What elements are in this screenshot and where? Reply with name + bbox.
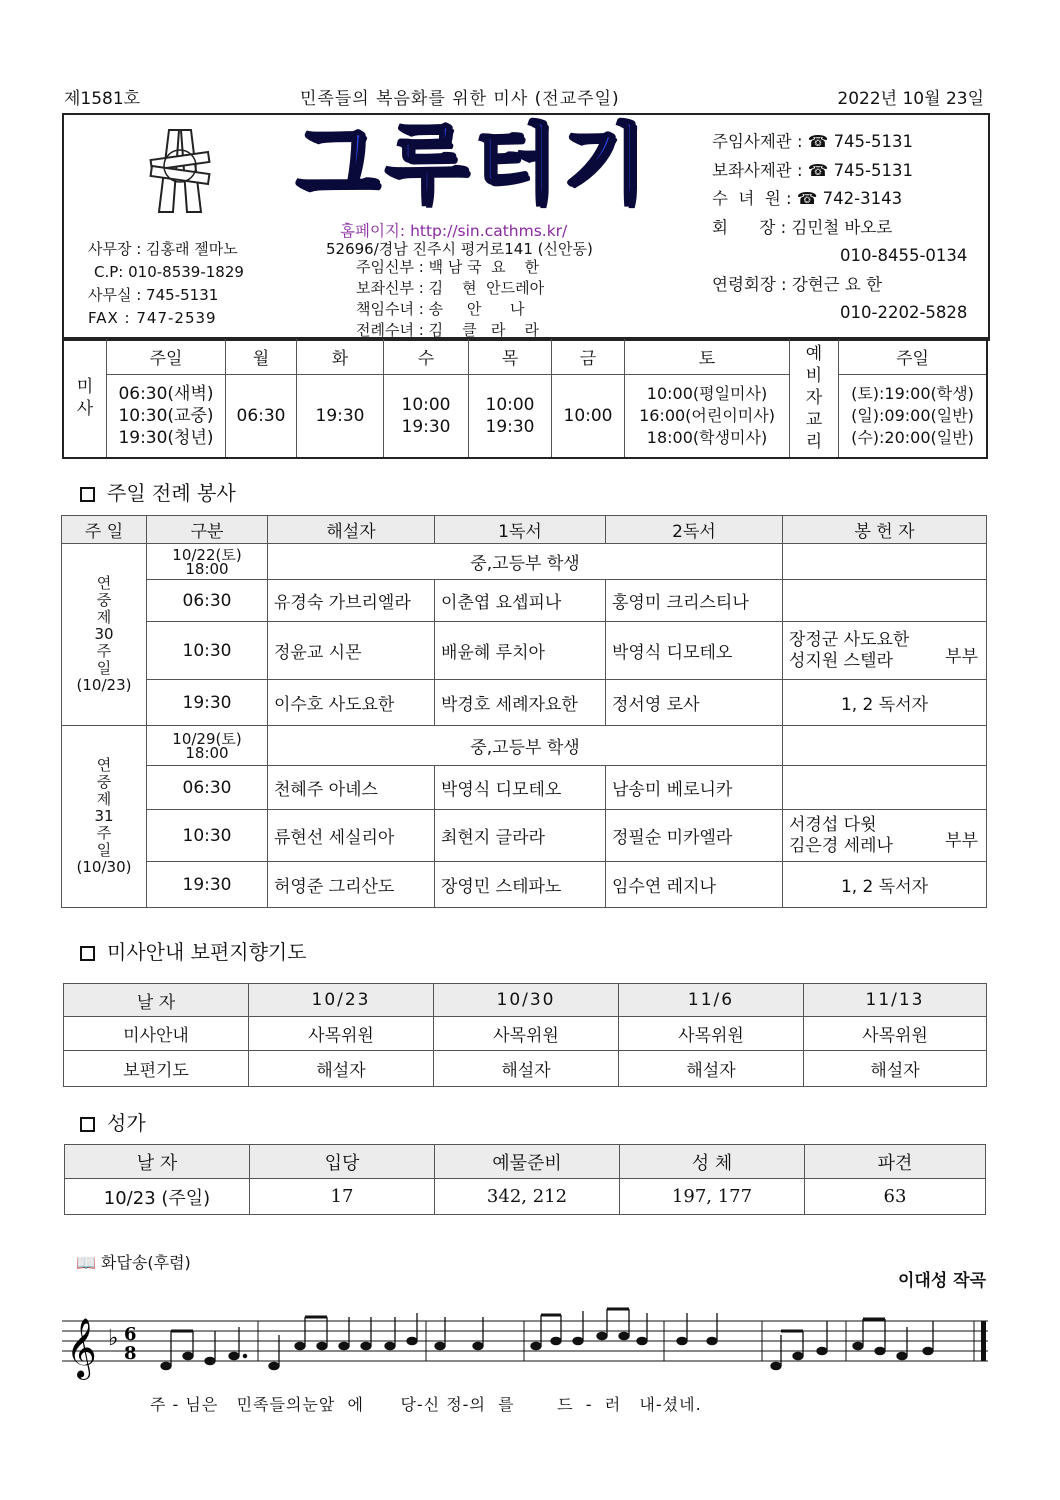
offerer	[783, 544, 987, 580]
hymn-number: 17	[250, 1179, 435, 1215]
bullet-square-icon	[80, 946, 95, 961]
hymn-number: 63	[805, 1179, 986, 1215]
contact-row: 보좌사제관 : ☎ 745-5131	[712, 160, 914, 180]
issue-number: 제1581호	[64, 89, 141, 109]
book-icon: 📖	[76, 1253, 96, 1272]
music-staff	[62, 1305, 992, 1405]
contact-row: 회 장 : 김민철 바오로	[712, 217, 893, 237]
day-header: 주일	[107, 338, 226, 374]
week-label: 연 중 제 30 주 일 (10/23)	[62, 544, 147, 726]
commentator: 이수호 사도요한	[268, 680, 435, 726]
staff-list	[356, 256, 544, 340]
first-reading: 박경호 세례자요한	[435, 680, 606, 726]
prayer-cell: 사목위원	[804, 1017, 987, 1051]
cross-logo	[145, 126, 215, 216]
mass-time: 10:00 19:30	[469, 374, 552, 458]
bullet-square-icon	[80, 487, 95, 502]
office-phone: 사무실 : 745-5131	[88, 286, 219, 304]
first-reading: 장영민 스테파노	[435, 862, 606, 908]
bullet-square-icon	[80, 1117, 95, 1132]
service-time: 10:30	[147, 622, 268, 680]
offerer	[783, 766, 987, 810]
service-time: 10/29(토) 18:00	[147, 726, 268, 766]
staff-row: 주임신부 : 백 남 국 요 한	[356, 258, 540, 276]
masthead-title: 그루터기	[296, 115, 653, 215]
staff-row: 전례수녀 : 김 클 라 라	[356, 321, 539, 339]
contact-row: 주임사제관 : ☎ 745-5131	[712, 132, 914, 151]
second-reading: 정서영 로사	[606, 680, 783, 726]
staff-row: 책임수녀 : 송 안 나	[356, 300, 525, 318]
service-time: 10:30	[147, 810, 268, 862]
service-time: 19:30	[147, 680, 268, 726]
offerer: 1, 2 독서자	[783, 862, 987, 908]
offerer-names: 서경섭 다윗 김은경 세레나	[789, 814, 893, 856]
service-time: 19:30	[147, 862, 268, 908]
mass-time: 10:00(평일미사) 16:00(어린이미사) 18:00(학생미사)	[625, 374, 790, 458]
mass-time: 10:00 19:30	[384, 374, 469, 458]
commentator: 유경숙 가브리엘라	[268, 580, 435, 622]
prayer-row-label: 보편기도	[64, 1051, 249, 1087]
second-reading: 박영식 디모테오	[606, 622, 783, 680]
homepage-url[interactable]: http://sin.cathms.kr/	[410, 222, 568, 240]
service-time: 10/22(토) 18:00	[147, 544, 268, 580]
homepage-label: 홈페이지:	[340, 222, 406, 240]
prayer-cell: 사목위원	[249, 1017, 434, 1051]
mass-time: 06:30(새벽) 10:30(교중) 19:30(청년)	[107, 374, 226, 458]
mass-time: 06:30	[226, 374, 297, 458]
contact-phone: 010-8455-0134	[840, 246, 968, 265]
offerer: 1, 2 독서자	[783, 680, 987, 726]
mass-time: 10:00	[552, 374, 625, 458]
hymns-header: 입당	[250, 1145, 435, 1179]
offerer	[783, 622, 987, 680]
svg-text:8: 8	[124, 1343, 137, 1364]
composer: 이대성 작곡	[897, 1271, 986, 1291]
contacts	[712, 128, 967, 328]
day-header: 목	[469, 338, 552, 374]
hymn-number: 197, 177	[620, 1179, 805, 1215]
second-reading: 남송미 베로니카	[606, 766, 783, 810]
commentator: 류현선 세실리아	[268, 810, 435, 862]
mass-theme: 민족들의 복음화를 위한 미사 (전교주일)	[300, 89, 620, 109]
first-reading: 최현지 글라라	[435, 810, 606, 862]
psalm-title: 📖 화답송(후렴)	[76, 1253, 191, 1272]
catechism-label: 예비자교리	[790, 338, 839, 458]
commentator: 허영준 그리산도	[268, 862, 435, 908]
second-reading: 홍영미 크리스티나	[606, 580, 783, 622]
prayer-cell: 사목위원	[434, 1017, 619, 1051]
contact-row: 연령회장 : 강현근 요 한	[712, 274, 883, 294]
couple-label: 부부	[945, 647, 978, 667]
first-reading: 배윤혜 루치아	[435, 622, 606, 680]
cp-number: C.P: 010-8539-1829	[94, 263, 244, 281]
secretary: 사무장 : 김홍래 젤마노	[88, 240, 238, 258]
contact-row: 수 녀 원 : ☎ 742-3143	[712, 189, 903, 208]
first-reading: 박영식 디모테오	[435, 766, 606, 810]
prayer-header: 11/13	[804, 984, 987, 1017]
day-header: 토	[625, 338, 790, 374]
second-reading: 정필순 미카엘라	[606, 810, 783, 862]
prayer-cell: 해설자	[434, 1051, 619, 1087]
hymns-section-title: 성가	[80, 1107, 146, 1136]
svg-text:𝄞: 𝄞	[66, 1318, 97, 1378]
prayer-header: 11/6	[619, 984, 804, 1017]
liturgy-header: 2독서	[606, 516, 783, 544]
merged-service: 중,고등부 학생	[268, 726, 783, 766]
day-header: 수	[384, 338, 469, 374]
prayer-cell: 해설자	[249, 1051, 434, 1087]
first-reading: 이춘엽 요셉피나	[435, 580, 606, 622]
mass-row-label: 미사	[63, 338, 107, 458]
offerer-names: 장정군 사도요한 성지원 스텔라	[789, 629, 910, 671]
catechism-header: 주일	[839, 338, 988, 374]
commentator: 천혜주 아녜스	[268, 766, 435, 810]
second-reading: 임수연 레지나	[606, 862, 783, 908]
prayer-cell: 해설자	[804, 1051, 987, 1087]
couple-label: 부부	[945, 831, 978, 851]
mass-time: 19:30	[297, 374, 384, 458]
address: 52696/경남 진주시 평거로141 (신안동)	[326, 240, 593, 258]
day-header: 화	[297, 338, 384, 374]
liturgy-header: 해설자	[268, 516, 435, 544]
offerer	[783, 580, 987, 622]
day-header: 월	[226, 338, 297, 374]
prayer-row-label: 미사안내	[64, 1017, 249, 1051]
svg-text:♭: ♭	[108, 1326, 119, 1351]
commentator: 정윤교 시몬	[268, 622, 435, 680]
prayer-header: 10/30	[434, 984, 619, 1017]
service-time: 06:30	[147, 766, 268, 810]
liturgy-header: 1독서	[435, 516, 606, 544]
offerer	[783, 810, 987, 862]
hymns-header: 성 체	[620, 1145, 805, 1179]
prayer-header: 10/23	[249, 984, 434, 1017]
hymns-header: 날 자	[65, 1145, 250, 1179]
office-info	[88, 238, 244, 330]
prayer-table	[63, 983, 987, 1087]
mass-schedule-table	[62, 337, 988, 459]
prayer-cell: 해설자	[619, 1051, 804, 1087]
offerer	[783, 726, 987, 766]
hymns-header: 예물준비	[435, 1145, 620, 1179]
issue-date: 2022년 10월 23일	[837, 89, 984, 109]
hymns-header: 파견	[805, 1145, 986, 1179]
hymns-table	[64, 1144, 986, 1215]
liturgy-header: 봉 헌 자	[783, 516, 987, 544]
prayer-cell: 사목위원	[619, 1017, 804, 1051]
liturgy-table	[61, 515, 987, 908]
day-header: 금	[552, 338, 625, 374]
fax-number: FAX : 747-2539	[88, 309, 217, 327]
liturgy-header: 구분	[147, 516, 268, 544]
prayer-section-title: 미사안내 보편지향기도	[80, 936, 307, 965]
hymns-date: 10/23 (주일)	[65, 1179, 250, 1215]
staff-row: 보좌신부 : 김 현 안드레아	[356, 279, 545, 297]
psalm-lyrics: 주 - 님은 민족들의눈앞 에 당-신 정-의 를 드 - 러 내-셨네.	[150, 1395, 702, 1414]
svg-text:6: 6	[124, 1324, 137, 1345]
contact-phone: 010-2202-5828	[840, 303, 968, 322]
merged-service: 중,고등부 학생	[268, 544, 783, 580]
catechism-times: (토):19:00(학생) (일):09:00(일반) (수):20:00(일반)	[839, 374, 988, 458]
prayer-header: 날 자	[64, 984, 249, 1017]
liturgy-section-title: 주일 전례 봉사	[80, 477, 236, 506]
hymn-number: 342, 212	[435, 1179, 620, 1215]
liturgy-header: 주 일	[62, 516, 147, 544]
service-time: 06:30	[147, 580, 268, 622]
week-label: 연 중 제 31 주 일 (10/30)	[62, 726, 147, 908]
